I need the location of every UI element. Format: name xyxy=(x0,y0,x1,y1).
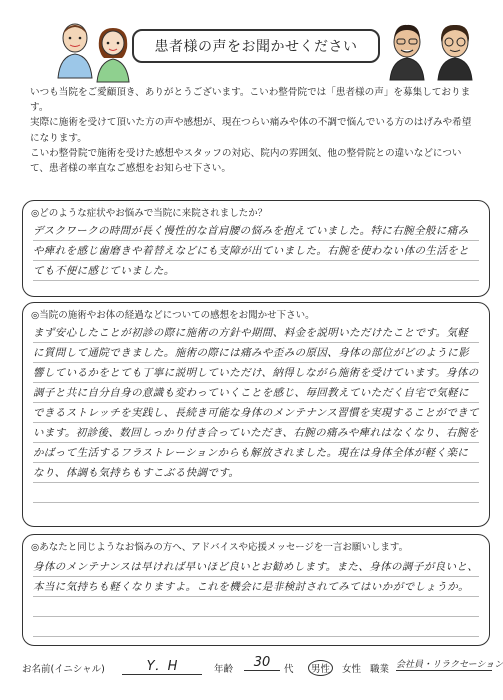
intro-line-1: いつも当院をご愛顧頂き、ありがとうございます。こいわ整骨院では「患者様の声」を募集しております。 xyxy=(30,87,471,114)
section-question: ◎あなたと同じようなお悩みの方へ、アドバイスや応援メッセージを一言お願いします。 xyxy=(31,542,409,553)
handwritten-answer: デスクワークの時間が長く慢性的な首肩腰の悩みを抱えていました。特に右腕全般に痛みや痺れを感じ歯磨きや着替えなどにも支障が出ていました。右腕を使わない体の生活をとても不便に感じていました。 xyxy=(33,221,479,291)
avatar-man-right-2 xyxy=(434,22,476,82)
section-question: ◎当院の施術やお体の経過などについての感想をお聞かせ下さい。 xyxy=(31,310,315,321)
handwritten-answer: まず安心したことが初診の際に施術の方針や期間、料金を説明いただけたことです。気軽に質問して通院できました。施術の際には痛みや歪みの原因、身体の部位がどのように影響しているかをとても丁寧に説明していただけ、納得しながら施術を受けています。身体の調子と共に自分自身の意識も変わっていくことを感じ、毎回教えていただく自宅で気軽にできるストレッチを実践し、長続き可能な身体のメンテナンス習慣を実現することができています。初診後、数回しっかり付き合っていただき、右腕の痛みや痺れはなくなり、右腕をかばって生活するフラストレーションからも解放されました。現在は身体全体が軽く楽になり、体調も気持ちもすこぶる快調です。 xyxy=(33,323,479,521)
age-value: 30 xyxy=(244,655,280,671)
name-value: Y．H xyxy=(122,655,202,675)
section-message xyxy=(22,534,490,646)
avatar-woman-left xyxy=(92,24,134,84)
intro-text xyxy=(30,85,480,176)
section-symptoms xyxy=(22,200,490,297)
name-label: お名前(イニシャル) xyxy=(22,664,105,675)
page-title: 患者様の声をお聞かせください xyxy=(132,29,380,63)
avatar-man-left xyxy=(54,20,96,80)
age-suffix: 代 xyxy=(284,664,294,675)
intro-line-3: こいわ整骨院で施術を受けた感想やスタッフの対応、院内の雰囲気、他の整骨院との違いなどについて、患者様の率直なご感想をお知らせ下さい。 xyxy=(30,147,462,175)
gender-male: 男性 xyxy=(308,660,333,676)
job-value: 会社員・リラクセーション xyxy=(396,657,492,671)
gender-female: 女性 xyxy=(342,664,362,675)
avatar-man-right-1 xyxy=(386,22,428,82)
job-label: 職業 xyxy=(370,664,390,675)
intro-line-2: 実際に施術を受けて頂いた方の声や感想が、現在つらい痛みや体の不調で悩んでいる方のはげみや希望になります。 xyxy=(30,117,472,144)
respondent-info xyxy=(22,655,503,683)
age-label: 年齢 xyxy=(214,664,234,675)
section-impressions xyxy=(22,302,490,527)
section-question: ◎どのような症状やお悩みで当院に来院されましたか？ xyxy=(31,208,268,219)
handwritten-answer: 身体のメンテナンスは早ければ早いほど良いとお勧めします。また、身体の調子が良いと、本当に気持ちも軽くなりますよ。これを機会に是非検討されてみてはいかがでしょうか。 xyxy=(33,557,479,639)
